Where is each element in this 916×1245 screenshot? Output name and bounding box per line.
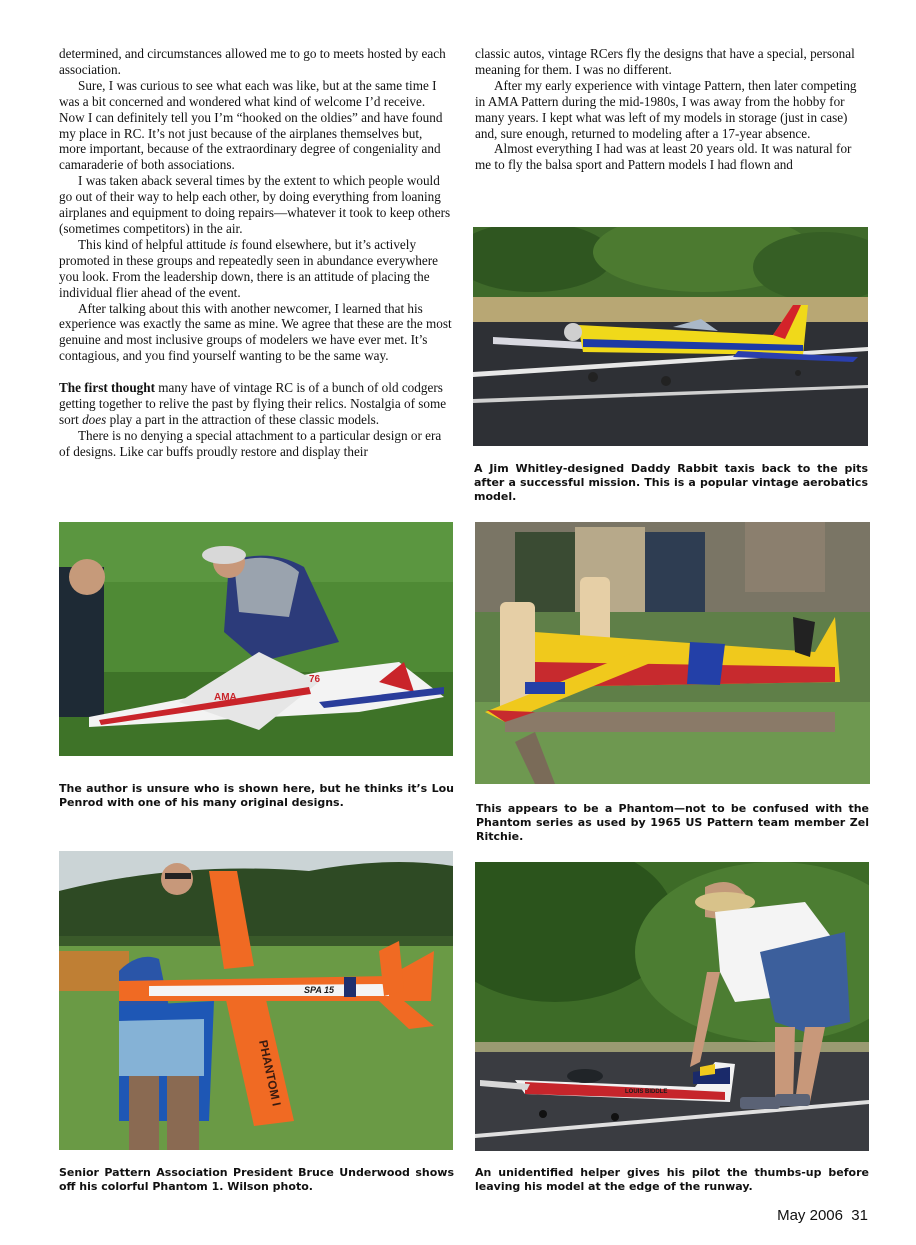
photo-bruce-underwood bbox=[59, 851, 453, 1150]
paragraph: There is no denying a special attachment to a particular design or era of designs. Like car buffs proudly restore and display their bbox=[59, 427, 442, 459]
photo-caption: An unidentified helper gives his pilot the thumbs-up before leaving his model at the edge of the runway. bbox=[475, 1166, 869, 1193]
photo-caption: This appears to be a Phantom—not to be confused with the Phantom series as used by 1965 US Pattern team member Zel Ritchie. bbox=[476, 802, 869, 843]
fuselage-marking: LOUIS BIDDLE bbox=[625, 1089, 668, 1095]
paragraph: classic autos, vintage RCers fly the designs that have a special, personal meaning for them. I was no different. bbox=[475, 46, 855, 77]
paragraph: This kind of helpful attitude is found elsewhere, but it’s actively promoted in these groups and repeatedly seen in abundance everywhere you look. From the leadership down, there is an attitude of placing the individual flier ahead of the event. bbox=[59, 236, 438, 300]
run-in-heading: The first thought bbox=[59, 380, 155, 396]
paragraph: After talking about this with another newcomer, I learned that his experience was exactly the same as mine. We agree that these are the most genuine and most inclusive groups of modelers we have ever met. It’s contagious, and you find yourself wanting to be the same way. bbox=[59, 300, 452, 364]
paragraph: I was taken aback several times by the extent to which people would go out of their way to help each other, by doing everything from loaning airplanes and equipment to doing repairs—whatever it took to keep others (sometimes competitors) in the air. bbox=[59, 173, 451, 236]
photo-helper-runway bbox=[475, 862, 869, 1151]
photo-phantom-bench bbox=[475, 522, 870, 784]
paragraph: Almost everything I had was at least 20 years old. It was natural for me to fly the balsa sport and Pattern models I had flown and bbox=[475, 141, 852, 173]
article-column-right bbox=[475, 46, 868, 173]
photo-lou-penrod bbox=[59, 522, 453, 756]
article-column-left bbox=[59, 46, 452, 460]
photo-caption: The author is unsure who is shown here, but he thinks it’s Lou Penrod with one of his many original designs. bbox=[59, 782, 454, 809]
wing-marking: AMA bbox=[214, 692, 237, 703]
photo-daddy-rabbit bbox=[473, 227, 868, 446]
paragraph: Sure, I was curious to see what each was like, but at the same time I was a bit concerned and wondered what kind of welcome I’d receive. Now I can definitely tell you I’m “hooked on the oldies” and have found my place in RC. It’s not just because of the airplanes themselves but, more important, because of the extraordinary degree of congeniality and camaraderie of both associations. bbox=[59, 77, 443, 173]
fuselage-marking: SPA 15 bbox=[304, 985, 335, 995]
wing-marking: PHANTOM I bbox=[256, 1038, 284, 1108]
paragraph: The first thought many have of vintage RC is of a bunch of old codgers getting together to relive the past by flying their relics. Nostalgia of some sort does play a part in the attraction of these classic models. bbox=[59, 380, 447, 427]
tail-marking: 76 bbox=[309, 674, 321, 685]
photo-caption: Senior Pattern Association President Bruce Underwood shows off his colorful Phantom 1. Wilson photo. bbox=[59, 1166, 454, 1193]
photo-caption: A Jim Whitley-designed Daddy Rabbit taxis back to the pits after a successful mission. This is a popular vintage aerobatics model. bbox=[474, 462, 868, 503]
page-folio: May 2006 31 bbox=[777, 1207, 868, 1224]
paragraph: determined, and circumstances allowed me to go to meets hosted by each association. bbox=[59, 46, 446, 77]
paragraph: After my early experience with vintage Pattern, then later competing in AMA Pattern during the mid-1980s, I was away from the hobby for many years. I kept what was left of my models in storage (just in case) and, sure enough, returned to modeling after a 17-year absence. bbox=[475, 77, 857, 141]
